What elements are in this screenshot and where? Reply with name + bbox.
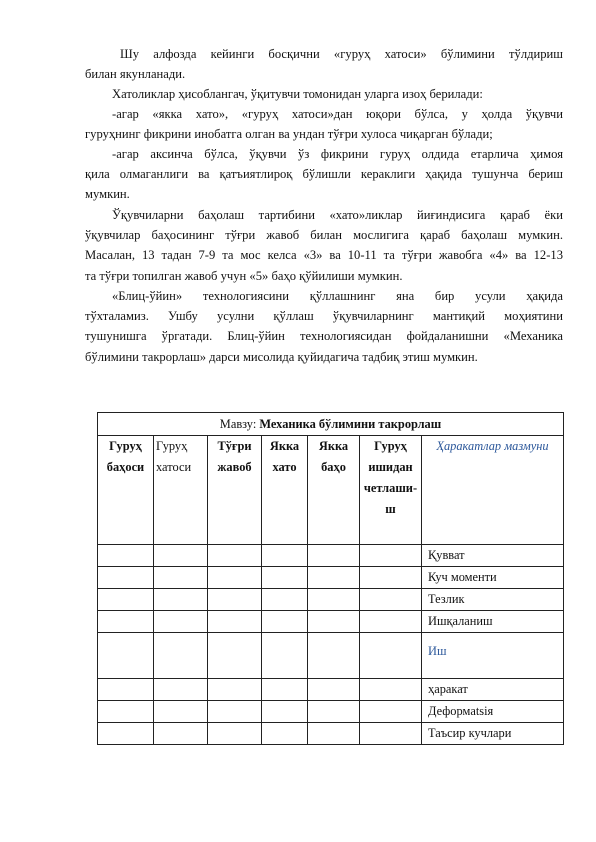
- cell-empty: [154, 701, 208, 723]
- text-line: Хатоликлар ҳисоблангач, ўқитувчи томонидан уларга изоҳ берилади:: [112, 87, 483, 101]
- cell-empty: [360, 567, 422, 589]
- caption-title: Механика бўлимини такрорлаш: [259, 417, 442, 431]
- header-single-error: Якка хато: [262, 436, 308, 545]
- cell-empty: [360, 545, 422, 567]
- text-line: мумкин.: [85, 187, 130, 202]
- cell-empty: [262, 633, 308, 679]
- cell-empty: [308, 589, 360, 611]
- table-row: [98, 679, 564, 701]
- cell-empty: [98, 611, 154, 633]
- cell-empty: [360, 589, 422, 611]
- cell-empty: [208, 545, 262, 567]
- cell-empty: [208, 589, 262, 611]
- text-line: Масалан, 13 тадан 7-9 та мос келса «3» ва 10-11 та тўғри жавобга «4» ва 12-13: [85, 248, 563, 263]
- cell-empty: [154, 723, 208, 745]
- text-line: Шу алфозда кейинги босқични «гуруҳ хатоси» бўлимини тўлдириш: [120, 47, 563, 61]
- row-label: Деформatsiя: [422, 701, 564, 723]
- header-group-grade: Гуруҳ баҳоси: [98, 436, 154, 545]
- cell-empty: [262, 545, 308, 567]
- cell-empty: [208, 633, 262, 679]
- cell-empty: [98, 589, 154, 611]
- row-label: ҳаракат: [422, 679, 564, 701]
- blitz-game-table: [97, 412, 564, 745]
- header-action-content: Ҳаракатлар мазмуни: [422, 436, 564, 545]
- paragraph-5: [85, 205, 563, 286]
- text-line: -агар аксинча бўлса, ўқувчи ўз фикрини гуруҳ олдида етарлича ҳимоя: [112, 147, 563, 161]
- cell-empty: [262, 679, 308, 701]
- text-line: гуруҳнинг фикрини инобатга олган ва ундан тўғри хулоса чиқарган бўлади;: [85, 127, 493, 142]
- cell-empty: [308, 567, 360, 589]
- cell-empty: [154, 633, 208, 679]
- cell-empty: [154, 679, 208, 701]
- text-line: «Блиц-ўйин» технологиясини қўллашнинг яна бир усули ҳақида: [112, 289, 563, 303]
- text-line: бўлимини такрорлаш» дарси мисолида қуйидагича тадбиқ этиш мумкин.: [85, 349, 478, 364]
- cell-empty: [98, 567, 154, 589]
- cell-empty: [308, 633, 360, 679]
- paragraph-1: [85, 44, 563, 84]
- cell-empty: [154, 545, 208, 567]
- table-row: [98, 701, 564, 723]
- text-line: қила олмаганлиги ва қатъиятлироқ бўлишли кераклиги ҳақида тушунча бериш: [85, 167, 563, 182]
- table-row: [98, 723, 564, 745]
- row-label: Иш: [422, 633, 564, 679]
- cell-empty: [262, 567, 308, 589]
- cell-empty: [208, 701, 262, 723]
- text-line: билан якунланади.: [85, 67, 186, 82]
- cell-empty: [208, 679, 262, 701]
- cell-empty: [308, 679, 360, 701]
- table-row: [98, 545, 564, 567]
- cell-empty: [308, 611, 360, 633]
- cell-empty: [98, 701, 154, 723]
- header-group-error: [154, 436, 208, 545]
- paragraph-6: [85, 286, 563, 367]
- cell-empty: [154, 589, 208, 611]
- table-row: [98, 567, 564, 589]
- header-group-error-label: Гуруҳ хатоси: [156, 439, 192, 474]
- caption-prefix: Мавзу:: [219, 417, 257, 431]
- cell-empty: [98, 679, 154, 701]
- cell-empty: [308, 545, 360, 567]
- row-label: Куч моменти: [422, 567, 564, 589]
- row-label: Таъсир кучлари: [422, 723, 564, 745]
- cell-empty: [98, 723, 154, 745]
- cell-empty: [98, 633, 154, 679]
- text-line: тушунишга ўргатади. Блиц-ўйин технологиясидан фойдаланишни «Механика: [85, 329, 563, 344]
- cell-empty: [98, 545, 154, 567]
- text-line: Ўқувчиларни баҳолаш тартибини «хато»ликлар йиғиндисига қараб ёки: [112, 208, 563, 222]
- header-correct-answer: Тўғри жавоб: [208, 436, 262, 545]
- table-caption: [98, 413, 564, 436]
- cell-empty: [262, 611, 308, 633]
- table-row: [98, 589, 564, 611]
- cell-empty: [262, 723, 308, 745]
- cell-empty: [208, 567, 262, 589]
- header-group-decision: Гуруҳ ишидан четлашиш: [360, 436, 422, 545]
- cell-empty: [360, 633, 422, 679]
- cell-empty: [360, 611, 422, 633]
- table-row: [98, 633, 564, 679]
- cell-empty: [308, 723, 360, 745]
- paragraph-2: [85, 84, 563, 104]
- text-line: та тўғри топилган жавоб учун «5» баҳо қўйилиши мумкин.: [85, 268, 403, 283]
- text-line: ўқувчилар баҳосининг тўғри жавоб билан мослигига қараб баҳолаш мумкин.: [85, 228, 563, 243]
- header-single-grade: Якка баҳо: [308, 436, 360, 545]
- cell-empty: [360, 701, 422, 723]
- cell-empty: [262, 701, 308, 723]
- row-label: Тезлик: [422, 589, 564, 611]
- cell-empty: [308, 701, 360, 723]
- text-line: -агар «якка хато», «гуруҳ хатоси»дан юқори бўлса, у ҳолда ўқувчи: [112, 107, 563, 121]
- text-line: тўхталамиз. Ушбу усулни қўллаш ўқувчиларнинг мантиқий моҳиятини: [85, 309, 563, 324]
- cell-empty: [360, 723, 422, 745]
- cell-empty: [262, 589, 308, 611]
- row-label: Қувват: [422, 545, 564, 567]
- paragraph-4: [85, 144, 563, 205]
- cell-empty: [208, 723, 262, 745]
- cell-empty: [154, 611, 208, 633]
- table-row: [98, 611, 564, 633]
- row-label: Ишқаланиш: [422, 611, 564, 633]
- cell-empty: [154, 567, 208, 589]
- paragraph-3: [85, 104, 563, 144]
- cell-empty: [360, 679, 422, 701]
- cell-empty: [208, 611, 262, 633]
